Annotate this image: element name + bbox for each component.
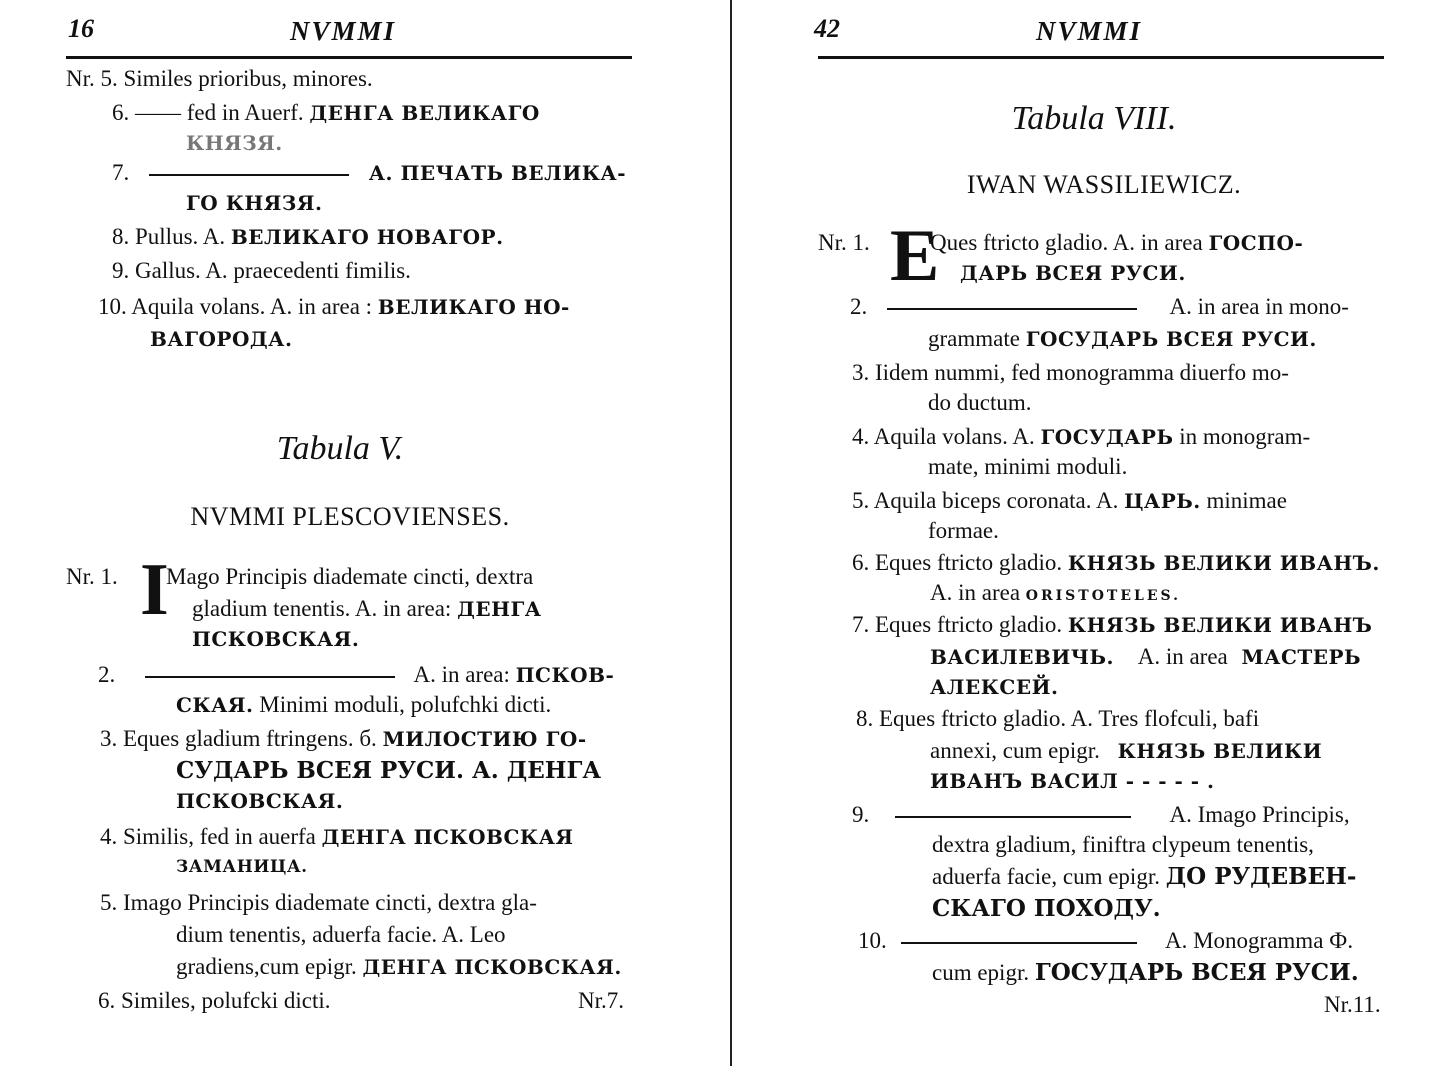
entry-text-cont bbox=[192, 594, 542, 624]
right-page bbox=[734, 0, 1455, 1066]
section-subtitle: IWAN WASSILIEWICZ. bbox=[966, 170, 1242, 199]
entry-number: 6. bbox=[852, 550, 870, 575]
ditto-dash: —— bbox=[135, 100, 181, 125]
entry-text: Eques ftricto gladio. bbox=[875, 550, 1063, 575]
section-title: Tabula V. bbox=[276, 430, 404, 467]
legend-text: АЛЕКСЕЙ. bbox=[930, 675, 1059, 699]
header-rule bbox=[818, 56, 1384, 59]
entry-6b bbox=[98, 986, 331, 1016]
entry-text: Iidem nummi, fed monogramma diuerfo mo- bbox=[875, 360, 1289, 385]
entry-7-cont: ГО КНЯЗЯ. bbox=[186, 191, 323, 215]
entry-text: Similis, fed in auerfa bbox=[123, 824, 316, 849]
legend-text: ВЕЛИКАГО НО- bbox=[377, 295, 570, 319]
entry-number: 7. bbox=[852, 612, 870, 637]
entry-5 bbox=[66, 64, 373, 94]
entry-text: Eques ftricto gladio. A. Tres flofculi, bafi bbox=[879, 706, 1260, 731]
ditto-rule bbox=[887, 308, 1137, 310]
entry-4 bbox=[100, 822, 574, 852]
ditto-rule bbox=[895, 816, 1131, 818]
entry-number: 3. bbox=[100, 726, 118, 751]
entry-3 bbox=[852, 358, 1289, 388]
entry-6-cont: КНЯЗЯ. bbox=[186, 131, 283, 155]
legend-text: ГОСУДАРЬ ВСЕЯ РУСИ. bbox=[1034, 959, 1359, 986]
ditto-rule bbox=[145, 676, 395, 678]
entry-number: 6. bbox=[98, 988, 116, 1013]
legend-text: ЦАРЬ. bbox=[1124, 489, 1201, 513]
legend-text: КНЯЗЬ ВЕЛИКИ ИВАНЪ bbox=[1067, 613, 1373, 637]
legend-text: ДЕНГА bbox=[457, 597, 542, 621]
entry-6 bbox=[112, 98, 540, 128]
legend-text: СКАЯ. bbox=[176, 693, 254, 717]
drop-cap: E bbox=[890, 215, 940, 297]
entry-10 bbox=[858, 926, 1353, 956]
running-head: NVMMI bbox=[1036, 16, 1143, 46]
catchword: Nr.7. bbox=[578, 988, 624, 1013]
entry-number: 4. bbox=[100, 824, 118, 849]
entry-number: Nr. 1. bbox=[66, 564, 118, 589]
page-number: 42 bbox=[814, 14, 840, 43]
legend-text: СУДАРЬ ВСЕЯ РУСИ. А. ДЕНГА bbox=[176, 757, 602, 784]
entry-2-cont bbox=[176, 690, 551, 720]
entry-number: 5. bbox=[852, 488, 870, 513]
entry-text: in monogram- bbox=[1179, 424, 1311, 449]
entry-text: cum epigr. bbox=[932, 960, 1030, 985]
running-head: NVMMI bbox=[290, 16, 397, 46]
entry-number: 4. bbox=[852, 424, 870, 449]
legend-text: ДЕНГА ПСКОВСКАЯ bbox=[321, 825, 574, 849]
entry-text: dium tenentis, aduerfa facie. A. Leo bbox=[176, 922, 506, 947]
entry-number: 3. bbox=[852, 360, 870, 385]
catchword: Nr.11. bbox=[1324, 992, 1381, 1017]
entry-6 bbox=[852, 548, 1380, 578]
entry-number: 8. bbox=[856, 706, 874, 731]
entry-text: A. Monogramma Ф. bbox=[1164, 928, 1354, 953]
entry-10 bbox=[98, 292, 570, 322]
entry-9 bbox=[852, 800, 1350, 830]
section-title: Tabula VIII. bbox=[1011, 100, 1177, 137]
entry-2 bbox=[850, 292, 1349, 322]
entry-text: dextra gladium, finiftra clypeum tenentis, bbox=[932, 832, 1314, 857]
entry-number: 7. bbox=[112, 160, 130, 185]
entry-10-cont bbox=[932, 958, 1359, 988]
legend-text: ВАСИЛЕВИЧЬ. bbox=[930, 645, 1114, 669]
entry-text: minimae bbox=[1206, 488, 1287, 513]
entry-8 bbox=[856, 704, 1259, 734]
entry-8-cont bbox=[930, 736, 1322, 766]
legend-text: МИЛОСТИЮ ГО- bbox=[382, 727, 587, 751]
entry-5b-cont bbox=[176, 952, 622, 982]
entry-text: A. in area bbox=[1137, 644, 1228, 669]
legend-text: СКАГО ПОХОДУ. bbox=[932, 895, 1161, 922]
entry-text: A. in area in mono- bbox=[1169, 294, 1349, 319]
entry-text: Pullus. A. bbox=[135, 224, 226, 249]
entry-text: Ques ftricto gladio. A. in area bbox=[930, 230, 1203, 255]
entry-number: 2. bbox=[98, 662, 116, 687]
entry-9 bbox=[112, 256, 411, 286]
legend-text: ДЕНГА ПСКОВСКАЯ. bbox=[362, 955, 622, 979]
entry-3 bbox=[100, 724, 587, 754]
entry-number: 10. bbox=[858, 928, 887, 953]
entry-text: A. in area bbox=[930, 580, 1021, 605]
legend-text: КНЯЗЬ ВЕЛИКИ ИВАНЪ. bbox=[1067, 551, 1380, 575]
entry-number: 2. bbox=[850, 294, 868, 319]
entry-number: Nr. 5. bbox=[66, 66, 118, 91]
legend-text: ГОСУДАРЬ bbox=[1040, 425, 1174, 449]
entry-text: Similes prioribus, minores. bbox=[123, 66, 373, 91]
legend-text: ПСКОВСКАЯ. bbox=[192, 627, 360, 651]
entry-text: mate, minimi moduli. bbox=[928, 454, 1128, 479]
page-number: 16 bbox=[68, 14, 94, 43]
legend-text: ORISTOTELES. bbox=[1025, 588, 1181, 604]
entry-9-cont bbox=[932, 862, 1356, 892]
entry-2-cont bbox=[928, 324, 1317, 354]
legend-text: ПСКОВСКАЯ. bbox=[176, 789, 344, 813]
ditto-rule bbox=[901, 942, 1137, 944]
entry-text: Mago Principis diademate cincti, dextra bbox=[166, 564, 534, 589]
ditto-rule bbox=[149, 174, 349, 176]
entry-number: 9. bbox=[852, 802, 870, 827]
entry-number: 6. bbox=[112, 100, 130, 125]
legend-text: ДЕНГА ВЕЛИКАГО bbox=[309, 101, 540, 125]
entry-4 bbox=[852, 422, 1310, 452]
entry-text: fed in Auerf. bbox=[186, 100, 304, 125]
legend-text: КНЯЗЬ ВЕЛИКИ bbox=[1117, 739, 1323, 763]
legend-text: ЗАМАНИЦА. bbox=[176, 857, 308, 877]
book-gutter bbox=[730, 0, 732, 1066]
legend-text: ГОСПО- bbox=[1208, 231, 1304, 255]
entry-text: aduerfa facie, cum epigr. bbox=[932, 864, 1160, 889]
legend-text: А. ПЕЧАТЬ ВЕЛИКА- bbox=[368, 161, 627, 185]
legend-text: ИВАНЪ ВАСИЛ - - - - - . bbox=[930, 769, 1215, 793]
entry-text: A. Imago Principis, bbox=[1169, 802, 1350, 827]
entry-text: A. in area: bbox=[413, 662, 510, 687]
legend-text: ПСКОВ- bbox=[515, 663, 615, 687]
entry-7 bbox=[852, 610, 1372, 640]
entry-text: gradiens,cum epigr. bbox=[176, 954, 357, 979]
entry-text: Eques ftricto gladio. bbox=[875, 612, 1063, 637]
entry-text: Aquila volans. A. in area : bbox=[131, 294, 373, 319]
entry-number: 5. bbox=[100, 890, 118, 915]
drop-cap: I bbox=[140, 549, 169, 631]
entry-7-cont bbox=[930, 642, 1361, 672]
entry-text: Aquila volans. A. bbox=[873, 424, 1035, 449]
legend-text: ВЕЛИКАГО НОВАГОР. bbox=[230, 225, 504, 249]
entry-text: Imago Principis diademate cincti, dextra gla- bbox=[123, 890, 537, 915]
entry-5 bbox=[852, 486, 1287, 516]
entry-text: Eques gladium ftringens. б. bbox=[123, 726, 377, 751]
entry-number: Nr. 1. bbox=[818, 230, 870, 255]
legend-text: ДАРЬ ВСЕЯ РУСИ. bbox=[960, 261, 1186, 285]
legend-text: ДО РУДЕВЕН- bbox=[1165, 863, 1357, 890]
entry-2 bbox=[98, 660, 614, 690]
legend-text: ГОСУДАРЬ ВСЕЯ РУСИ. bbox=[1025, 327, 1317, 351]
entry-text: grammate bbox=[928, 326, 1020, 351]
entry-text: formae. bbox=[928, 518, 999, 543]
entry-text: Gallus. A. praecedenti fimilis. bbox=[135, 258, 411, 283]
header-rule bbox=[66, 56, 632, 59]
entry-1-line bbox=[930, 228, 1303, 258]
entry-text: Aquila biceps coronata. A. bbox=[873, 488, 1119, 513]
entry-6-cont bbox=[930, 578, 1181, 611]
entry-text: do ductum. bbox=[928, 390, 1032, 415]
entry-number: 9. bbox=[112, 258, 130, 283]
entry-10-cont: ВАГОРОДА. bbox=[150, 327, 293, 351]
entry-text: Minimi moduli, polufchki dicti. bbox=[259, 692, 552, 717]
entry-7 bbox=[112, 158, 626, 188]
entry-text: Similes, polufcki dicti. bbox=[121, 988, 331, 1013]
entry-8 bbox=[112, 222, 504, 252]
legend-text: МАСТЕРЬ bbox=[1241, 645, 1362, 669]
entry-number: 8. bbox=[112, 224, 130, 249]
entry-5b bbox=[100, 888, 537, 918]
section-subtitle: NVMMI PLESCOVIENSES. bbox=[190, 502, 510, 531]
entry-text: annexi, cum epigr. bbox=[930, 738, 1100, 763]
entry-text: gladium tenentis. A. in area: bbox=[192, 596, 452, 621]
entry-number: 10. bbox=[98, 294, 127, 319]
